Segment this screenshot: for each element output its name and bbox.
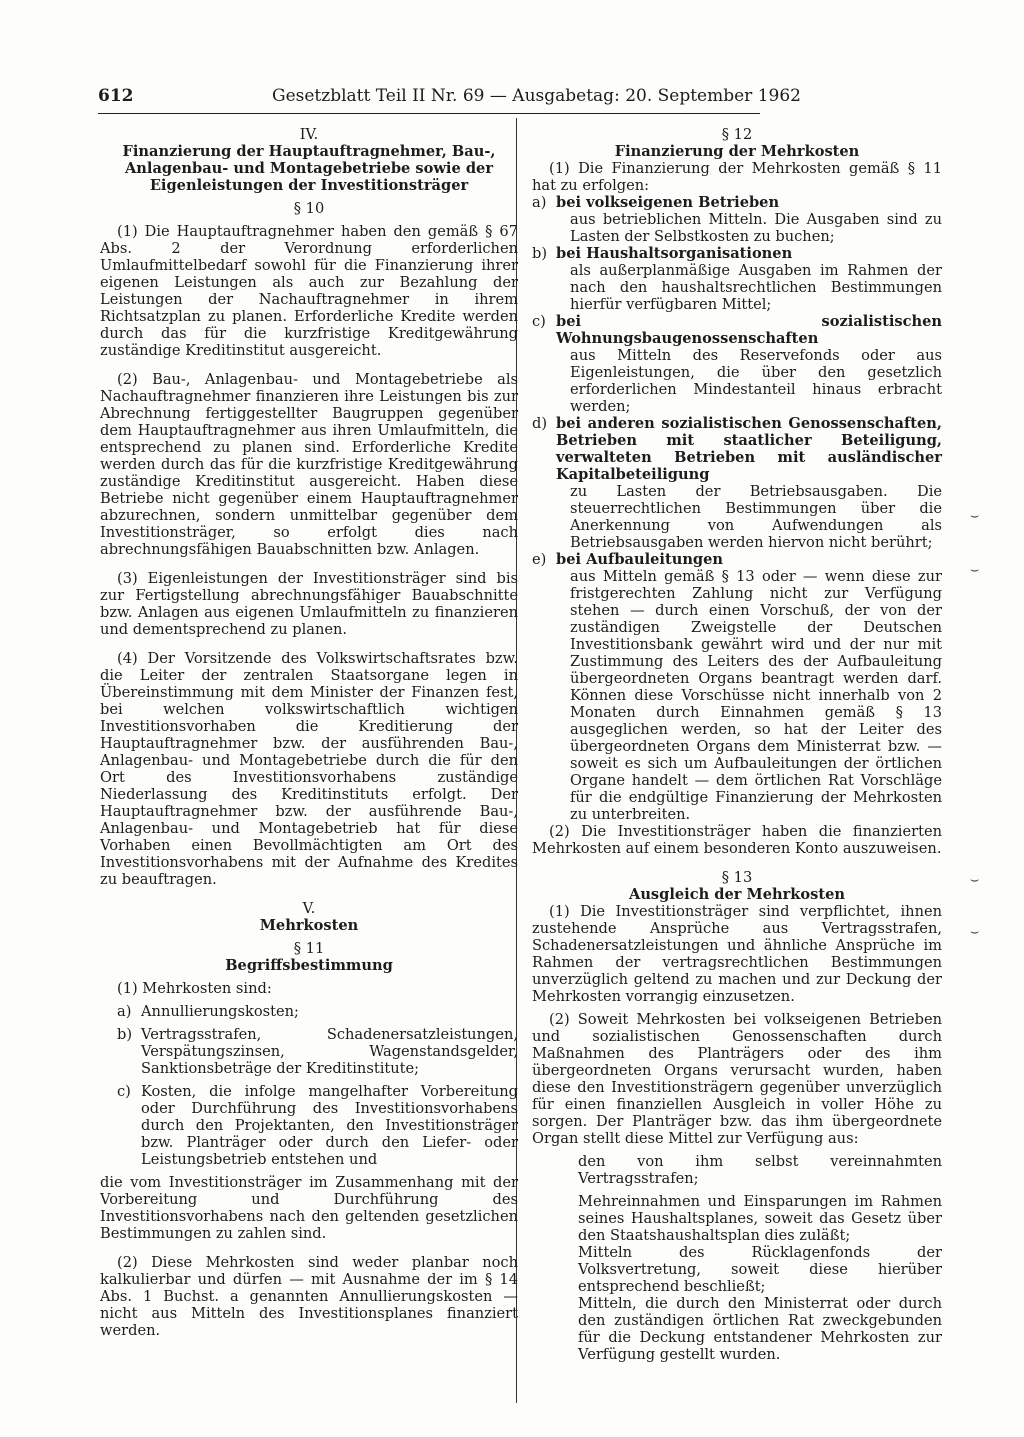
list-text: Vertragsstrafen, Schadenersatzleistungen, Verspätungszinsen, Wagenstandsgelder, Sanktionsbeträge der Kreditinstitute; (141, 1026, 518, 1077)
list-item (100, 1026, 518, 1077)
list-text: Kosten, die infolge mangelhafter Vorbereitung oder Durchführung des Investitionsvorhabens durch den Projektanten, den Investitionsträger bzw. Planträger oder durch den Liefer- oder Leistungsbetrieb entstehen und (141, 1083, 518, 1168)
paragraph: (4) Der Vorsitzende des Volkswirtschaftsrates bzw. die Leiter der zentralen Staatsorgane legen in Übereinstimmung mit dem Minister der Finanzen fest, bei welchen volkswirtschaftlich wichtigen Investitionsvorhaben die Kreditierung der Hauptauftragnehmer bzw. der ausführenden Bau-, Anlagenbau- und Montagebetriebe durch die für den Ort des Investitionsvorhabens zuständige Niederlassung des Kreditinstituts erfolgt. Der Hauptauftragnehmer bzw. der ausführende Bau-, Anlagenbau- und Montagebetrieb hat für diese Vorhaben einen Bevollmächtigten am Ort des Investitionsvorhabens mit der Aufnahme des Kredites zu beauftragen. (100, 650, 518, 888)
paragraph: (1) Mehrkosten sind: (117, 980, 272, 997)
list-text: als außerplanmäßige Ausgaben im Rahmen der nach den haushaltsrechtlichen Bestimmungen hierfür verfügbaren Mittel; (570, 262, 942, 313)
paragraph-number: § 10 (293, 200, 325, 217)
left-column (100, 126, 518, 1339)
header-rule (98, 113, 760, 114)
list-heading: bei Haushaltsorganisationen (556, 245, 793, 262)
list-item (532, 194, 942, 211)
list-heading: bei sozialistischen Wohnungsbaugenossenschaften (556, 313, 942, 347)
gazette-title: Gesetzblatt Teil II Nr. 69 — Ausgabetag: 20. September 1962 (272, 86, 801, 106)
page-header (98, 86, 801, 106)
margin-mark: ⌣ (970, 872, 980, 888)
list-heading: bei volkseigenen Betrieben (556, 194, 780, 211)
section-title: Finanzierung der Hauptauftragnehmer, Bau-, Anlagenbau- und Montagebetriebe sowie der Eigenleistungen der Investitionsträger (122, 143, 496, 194)
margin-mark: ⌣ (970, 562, 980, 578)
list-text: Mitteln, die durch den Ministerrat oder durch den zuständigen örtlichen Rat zweckgebunden für die Deckung entstandener Mehrkosten zur Verfügung gestellt wurden. (578, 1295, 942, 1363)
section-heading: IV. (299, 126, 319, 143)
list-text: Mehreinnahmen und Einsparungen im Rahmen seines Haushaltsplanes, soweit das Gesetz über den Staatshaushaltsplan dies zuläßt; (578, 1193, 942, 1244)
paragraph: (2) Bau-, Anlagenbau- und Montagebetriebe als Nachauftragnehmer finanzieren ihre Leistungen bis zur Abrechnung fertiggestellter Baugruppen gegenüber dem Hauptauftragnehmer aus ihren Umlaufmitteln, die entsprechend zu planen sind. Erforderliche Kredite werden durch das für die kurzfristige Kreditgewährung zuständige Kreditinstitut ausgereicht. Haben diese Betriebe nicht gegenüber einem Hauptauftragnehmer abzurechnen, sondern unmittelbar gegenüber dem Investitionsträger, so erfolgt dies nach abrechnungsfähigen Bauabschnitten bzw. Anlagen. (100, 371, 518, 558)
list-text: aus betrieblichen Mitteln. Die Ausgaben sind zu Lasten der Selbstkosten zu buchen; (570, 211, 942, 245)
list-heading: bei Aufbauleitungen (556, 551, 724, 568)
right-column (532, 126, 942, 1363)
margin-mark: ⌣ (970, 924, 980, 940)
paragraph: (2) Diese Mehrkosten sind weder planbar noch kalkulierbar und dürfen — mit Ausnahme der im § 14 Abs. 1 Buchst. a genannten Annullierungskosten — nicht aus Mitteln des Investitionsplanes finanziert werden. (100, 1254, 518, 1339)
list-text: zu Lasten der Betriebsausgaben. Die steuerrechtlichen Bestimmungen über die Anerkennung von Aufwendungen als Betriebsausgaben werden hiervon nicht berührt; (570, 483, 942, 551)
list-text: den von ihm selbst vereinnahmten Vertragsstrafen; (578, 1153, 942, 1187)
paragraph: (1) Die Hauptauftragnehmer haben den gemäß § 67 Abs. 2 der Verordnung erforderlichen Umlaufmittelbedarf sowohl für die Finanzierung ihrer eigenen Leistungen als auch zur Bezahlung der Leistungen der Nachauftragnehmer in ihrem Richtsatzplan zu planen. Erforderliche Kredite werden durch das für die kurzfristige Kreditgewährung zuständige Kreditinstitut ausgereicht. (100, 223, 518, 359)
list-text: Mitteln des Rücklagenfonds der Volksvertretung, soweit diese hierüber entsprechend beschließt; (578, 1244, 942, 1295)
paragraph: (2) Die Investitionsträger haben die finanzierten Mehrkosten auf einem besonderen Konto auszuweisen. (532, 823, 942, 857)
list-item (532, 313, 942, 347)
paragraph: (2) Soweit Mehrkosten bei volkseigenen Betrieben und sozialistischen Genossenschaften durch Maßnahmen des Planträgers oder des ihm übergeordneten Organs verursacht wurden, haben diese den Investitionsträgern gegenüber unverzüglich für einen finanziellen Ausgleich in voller Höhe zu sorgen. Der Planträger bzw. das ihm übergeordnete Organ stellt diese Mittel zur Verfügung aus: (532, 1011, 942, 1147)
list-item (100, 1003, 518, 1020)
list-item (532, 415, 942, 483)
list-text: Annullierungskosten; (141, 1003, 299, 1020)
margin-mark: ⌣ (970, 508, 980, 524)
paragraph-number: § 13 (721, 869, 753, 886)
paragraph: (1) Die Finanzierung der Mehrkosten gemäß § 11 hat zu erfolgen: (532, 160, 942, 194)
section-title: Mehrkosten (259, 917, 359, 934)
list-text: aus Mitteln gemäß § 13 oder — wenn diese zur fristgerechten Zahlung nicht zur Verfügung stehen — durch einen Vorschuß, der von der zuständigen Zweigstelle der Deutschen Investitionsbank gewährt wird und der nur mit Zustimmung des Leiters des der Aufbauleitung übergeordneten Organs beantragt werden darf. Können diese Vorschüsse nicht innerhalb von 2 Monaten durch Einnahmen gemäß § 13 ausgeglichen werden, so hat der Leiter des übergeordneten Organs dem Ministerrat bzw. — soweit es sich um Aufbauleitungen der örtlichen Organe handelt — dem örtlichen Rat Vorschläge für die endgültige Finanzierung der Mehrkosten zu unterbreiten. (570, 568, 942, 823)
list-label: c) (117, 1083, 131, 1100)
paragraph: (1) Die Investitionsträger sind verpflichtet, ihnen zustehende Ansprüche aus Vertragsstrafen, Schadenersatzleistungen und ähnliche Ansprüche im Rahmen der vertragsrechtlichen Bestimmungen unverzüglich geltend zu machen und zur Deckung der Mehrkosten vorrangig einzusetzen. (532, 903, 942, 1005)
section-heading: V. (302, 900, 316, 917)
list-label: e) (532, 551, 547, 568)
list-label: d) (532, 415, 548, 432)
list-label: c) (532, 313, 546, 330)
paragraph-title: Begriffsbestimmung (225, 957, 393, 974)
list-item (532, 551, 942, 568)
list-label: b) (532, 245, 548, 262)
paragraph-title: Finanzierung der Mehrkosten (614, 143, 860, 160)
list-label: a) (532, 194, 547, 211)
paragraph-title: Ausgleich der Mehrkosten (629, 886, 845, 903)
list-heading: bei anderen sozialistischen Genossenschaften, Betrieben mit staatlicher Beteiligung, verwalteten Betrieben mit ausländischer Kapitalbeteiligung (556, 415, 942, 483)
list-label: a) (117, 1003, 132, 1020)
list-text: aus Mitteln des Reservefonds oder aus Eigenleistungen, die über den gesetzlich erforderlichen Mindestanteil hinaus erbracht werden; (570, 347, 942, 415)
paragraph: die vom Investitionsträger im Zusammenhang mit der Vorbereitung und Durchführung des Investitionsvorhabens nach den geltenden gesetzlichen Bestimmungen zu zahlen sind. (100, 1174, 518, 1242)
list-item (532, 245, 942, 262)
paragraph: (3) Eigenleistungen der Investitionsträger sind bis zur Fertigstellung abrechnungsfähiger Bauabschnitte bzw. Anlagen aus eigenen Umlaufmitteln zu finanzieren und dementsprechend zu planen. (100, 570, 518, 638)
list-label: b) (117, 1026, 133, 1043)
paragraph-number: § 11 (293, 940, 325, 957)
list-item (100, 1083, 518, 1168)
page-number: 612 (98, 86, 134, 106)
paragraph-number: § 12 (721, 126, 753, 143)
